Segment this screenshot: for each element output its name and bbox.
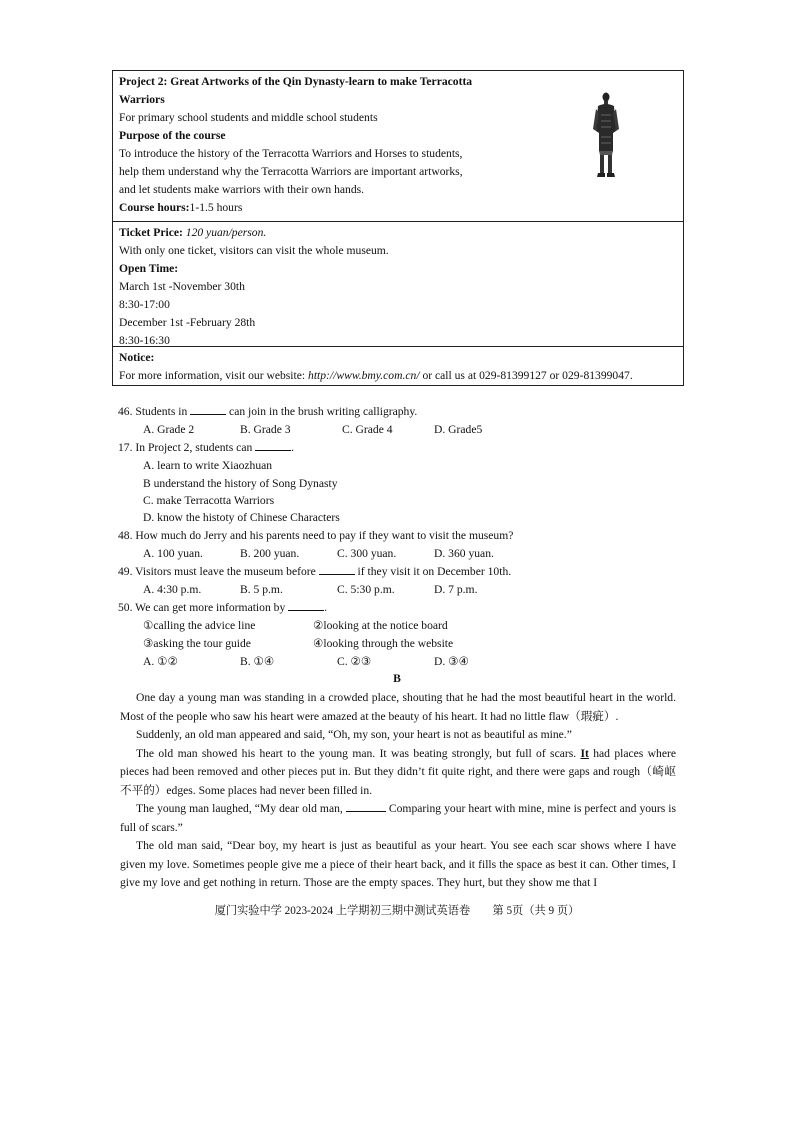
ticket-price: 120 yuan/person. [185,226,267,239]
option-a[interactable]: A. 4:30 p.m. [143,583,202,596]
choice-2: ②looking at the notice board [313,619,448,632]
answer-blank [288,599,324,611]
purpose-line: and let students make warriors with their own hands. [119,183,365,196]
option-c[interactable]: C. ②③ [337,655,372,668]
reading-passage [120,689,676,893]
section-b-heading: B [393,672,401,685]
option-d[interactable]: D. 7 p.m. [434,583,478,596]
notice-section [113,347,683,385]
terracotta-warrior-image [591,91,621,181]
option-b[interactable]: B. 5 p.m. [240,583,283,596]
website-link[interactable]: http://www.bmy.com.cn/ [308,369,420,382]
answer-blank [319,563,355,575]
question-50: 50. We can get more information by . [118,601,328,614]
notice-label: Notice: [119,351,155,364]
open-time-line: 8:30-17:00 [119,298,170,311]
purpose-line: help them understand why the Terracotta Warriors are important artworks, [119,165,463,178]
ticket-note: With only one ticket, visitors can visit the whole museum. [119,244,389,257]
course-info-box [112,70,684,386]
question-46-options [143,421,683,439]
option-a[interactable]: A. learn to write Xiaozhuan [143,459,273,472]
choice-3: ③asking the tour guide [143,637,251,650]
passage-paragraph: One day a young man was standing in a crowded place, shouting that he had the most beautiful heart in the world. Most of the people who saw his heart were amazed at the beauty of his heart. It had no little flaw（瑕疵）. [120,691,676,723]
purpose-heading: Purpose of the course [119,129,226,142]
answer-blank [255,439,291,451]
passage-paragraph: The old man said, “Dear boy, my heart is just as beautiful as your heart. You see each scar shows where I have given my love. Sometimes people give me a piece of their heart back, and it fills the space as best it can. Other times, I give my love and get nothing in return. Those are the empty spaces. They hurt, but they show me that I [120,839,676,889]
question-47: 17. In Project 2, students can . [118,441,295,454]
option-b[interactable]: B. Grade 3 [240,423,291,436]
notice-text: For more information, visit our website: http://www.bmy.com.cn/ or call us at 029-81399127 or 029-81399047. [119,369,633,382]
open-time-label: Open Time: [119,262,179,275]
ticket-label: Ticket Price: [119,226,183,239]
option-b[interactable]: B understand the history of Song Dynasty [143,477,338,490]
passage-paragraph: Suddenly, an old man appeared and said, “Oh, my son, your heart is not as beautiful as mine.” [136,728,572,741]
answer-blank [190,403,226,415]
option-b[interactable]: B. 200 yuan. [240,547,300,560]
audience-text: For primary school students and middle school students [119,111,378,124]
open-time-line: March 1st -November 30th [119,280,245,293]
option-d[interactable]: D. Grade5 [434,423,483,436]
hours-label: Course hours: [119,201,190,214]
option-d[interactable]: D. 360 yuan. [434,547,494,560]
hours-value: 1-1.5 hours [189,201,243,214]
answer-blank [346,800,386,812]
question-49: 49. Visitors must leave the museum before if they visit it on December 10th. [118,565,512,578]
option-a[interactable]: A. Grade 2 [143,423,195,436]
option-c[interactable]: C. make Terracotta Warriors [143,494,275,507]
question-50-choices [143,635,683,653]
open-time-line: 8:30-16:30 [119,334,170,347]
project-section [113,71,683,222]
option-c[interactable]: C. 300 yuan. [337,547,397,560]
question-49-options [143,581,683,599]
option-a[interactable]: A. ①② [143,655,178,668]
question-46: 46. Students in can join in the brush writing calligraphy. [118,405,418,418]
choice-1: ①calling the advice line [143,619,256,632]
question-48: 48. How much do Jerry and his parents need to pay if they want to visit the museum? [118,529,514,542]
open-time-line: December 1st -February 28th [119,316,256,329]
option-b[interactable]: B. ①④ [240,655,275,668]
page-footer: 厦门实验中学 2023-2024 上学期初三期中测试英语卷 第 5页（共 9 页） [214,905,580,917]
question-48-options [143,545,683,563]
ticket-section [113,222,683,347]
underlined-word: It [580,746,589,760]
choice-4: ④looking through the website [313,637,454,650]
option-d[interactable]: D. ③④ [434,655,469,668]
passage-paragraph: The old man showed his heart to the young man. It was beating strongly, but full of scars. It had places where pieces had been removed and other pieces put in. But they didn’t fit quite right, and there were gaps and rough（崎岖不平的）edges. Some places had never been filled in. [120,746,676,797]
option-c[interactable]: C. 5:30 p.m. [337,583,395,596]
purpose-line: To introduce the history of the Terracotta Warriors and Horses to students, [119,147,463,160]
option-a[interactable]: A. 100 yuan. [143,547,203,560]
question-50-options [143,653,683,671]
option-d[interactable]: D. know the histoty of Chinese Characters [143,511,340,524]
passage-paragraph: The young man laughed, “My dear old man, Comparing your heart with mine, mine is perfect and yours is full of scars.” [120,802,676,834]
option-c[interactable]: C. Grade 4 [342,423,393,436]
question-50-choices [143,617,683,635]
project-title-line1: Project 2: Great Artworks of the Qin Dynasty-learn to make Terracotta [119,75,473,88]
project-title-line2: Warriors [119,93,165,106]
